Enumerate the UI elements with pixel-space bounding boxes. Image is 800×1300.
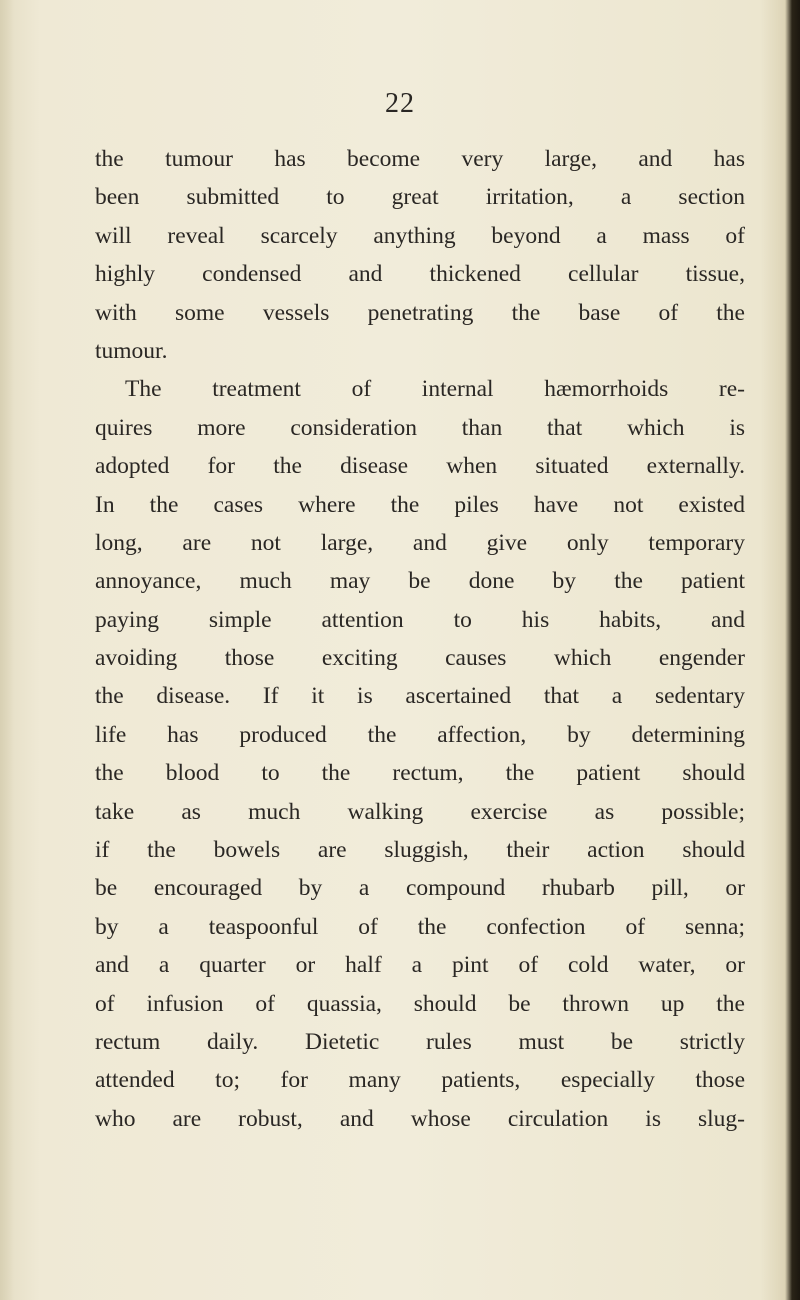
text-line: take as much walking exercise as possible; [95, 798, 745, 825]
text-line: and a quarter or half a pint of cold water, or [95, 952, 745, 979]
text-line: paying simple attention to his habits, and [95, 606, 745, 633]
text-line: attended to; for many patients, especially those [95, 1067, 745, 1094]
text-line: In the cases where the piles have not existed [95, 491, 745, 518]
text-line: the tumour has become very large, and has [95, 146, 745, 172]
text-line: who are robust, and whose circulation is slug- [95, 1105, 745, 1132]
text-line: quires more consideration than that which is [95, 414, 745, 441]
text-line: by a teaspoonful of the confection of senna; [95, 913, 745, 940]
text-line: life has produced the affection, by determining [95, 721, 745, 748]
text-line: long, are not large, and give only temporary [95, 529, 745, 556]
page-gutter-shadow [0, 0, 14, 1300]
text-line: rectum daily. Dietetic rules must be strictly [95, 1028, 745, 1055]
text-line: been submitted to great irritation, a section [95, 184, 745, 211]
body-text [95, 140, 745, 1138]
text-line: The treatment of internal hæmorrhoids re- [125, 376, 745, 403]
text-line: of infusion of quassia, should be thrown up the [95, 990, 745, 1017]
page-number: 22 [385, 88, 415, 119]
text-line: the disease. If it is ascertained that a sedentary [95, 683, 745, 710]
text-line: the blood to the rectum, the patient should [95, 760, 745, 787]
text-line: if the bowels are sluggish, their action should [95, 837, 745, 864]
text-line: annoyance, much may be done by the patient [95, 568, 745, 595]
text-line: avoiding those exciting causes which engender [95, 645, 745, 672]
text-line: adopted for the disease when situated externally. [95, 453, 745, 480]
text-line: tumour. [95, 337, 168, 364]
text-line: with some vessels penetrating the base of the [95, 299, 745, 326]
text-line: highly condensed and thickened cellular tissue, [95, 261, 745, 288]
text-line: be encouraged by a compound rhubarb pill, or [95, 875, 745, 902]
text-line: will reveal scarcely anything beyond a mass of [95, 222, 745, 249]
